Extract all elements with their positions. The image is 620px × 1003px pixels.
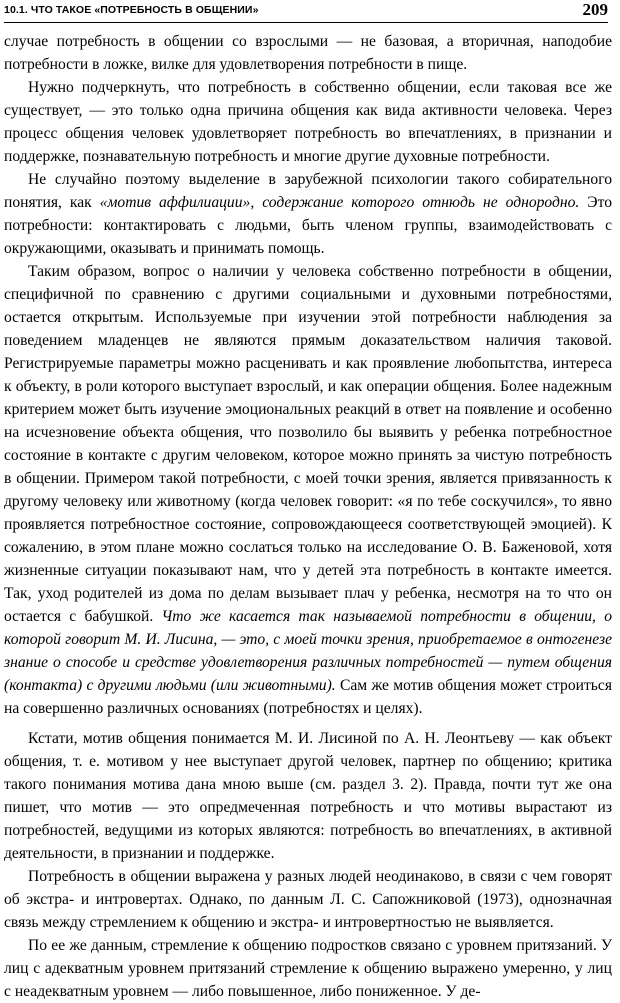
paragraph xyxy=(4,260,612,720)
text-run: Потребность в общении выражена у разных людей неодинаково, в связи с чем говорят об экстра- и интровертах. Однако, по данным Л. С. Сапожниковой (1973), однозначная связь между стремлением к общению и экстра- и интровертностью не выявляется. xyxy=(4,868,612,931)
page-header xyxy=(4,0,608,23)
text-run: Таким образом, вопрос о наличии у человека собственно потребности в общении, специфичной по сравнению с другими социальными и духовными потребностями, остается открытым. Используемые при изучении этой потребности наблюдения за поведением младенцев не являются прямым доказательством наличия таковой. Регистрируемые параметры можно расценивать и как проявление любопытства, интереса к объекту, в роли которого выступает взрослый, и как операции общения. Более надежным критерием может быть изучение эмоциональных реакций в ответ на появление и особенно на исчезновение объекта общения, что позволило бы выявить у ребенка потребностное состояние в контакте с другим человеком, которое можно принять за чистую потребность в общении. Примером такой потребности, с моей точки зрения, является привязанность к другому человеку или животному (когда человек говорит: «я по тебе соскучился», то явно проявляется потребностное состояние, сопровождающееся соответствующей эмоцией). К сожалению, в этом плане можно сослаться только на исследование О. В. Баженовой, хотя жизненные ситуации показывают нам, что у детей эта потребность в контакте имеется. Так, уход родителей из дома по делам вызывает плач у ребенка, несмотря на то что он остается с бабушкой. xyxy=(4,263,612,625)
running-head: 10.1. ЧТО ТАКОЕ «ПОТРЕБНОСТЬ В ОБЩЕНИИ» xyxy=(4,4,259,16)
text-run: Нужно подчеркнуть, что потребность в собственно общении, если таковая все же существует, — это только одна причина общения как вида активности человека. Через процесс общения человек удовлетворяет потребность во впечатлениях, в признании и поддержке, познавательную потребность и многие другие духовные потребности. xyxy=(4,79,612,165)
text-run: Сам же мотив общения может строиться на совершенно различных основаниях (потребностях и целях). xyxy=(4,677,612,717)
body-text xyxy=(4,30,612,1003)
paragraph xyxy=(4,76,612,168)
text-run: По ее же данным, стремление к общению подростков связано с уровнем притязаний. У лиц с адекватным уровнем притязаний стремление к общению выражено умеренно, у лиц с неадекватным уровнем — либо повышенное, либо пониженное. У де- xyxy=(4,937,612,1000)
italic-text-run: «мотив аффилиации», содержание которого отнюдь не однородно. xyxy=(99,194,580,211)
italic-text-run: Что же касается так называемой потребности в общении, о которой говорит М. И. Лисина, — это, с моей точки зрения, приобретаемое в онтогенезе знание о способе и средстве удовлетворения различных потребностей — путем общения (контакта) с другими людьми (или животными). xyxy=(4,608,612,694)
text-run: случае потребность в общении со взрослыми — не базовая, а вторичная, наподобие потребности в ложке, вилке для удовлетворения потребности в пище. xyxy=(4,33,612,73)
text-run: Это потребности: контактировать с людьми, быть членом группы, взаимодействовать с окружающими, оказывать и принимать помощь. xyxy=(4,194,612,257)
text-run: Не случайно поэтому выделение в зарубежной психологии такого собирательного понятия, как xyxy=(4,171,612,211)
paragraph xyxy=(4,30,612,76)
paragraph xyxy=(4,934,612,1003)
paragraph xyxy=(4,727,612,865)
paragraph xyxy=(4,168,612,260)
page-number: 209 xyxy=(582,0,608,19)
paragraph xyxy=(4,865,612,934)
text-run: Кстати, мотив общения понимается М. И. Лисиной по А. Н. Леонтьеву — как объект общения, т. е. мотивом у нее выступает другой человек, партнер по общению; критика такого понимания мотива дана мною выше (см. раздел 3. 2). Правда, почти тут же она пишет, что мотив — это опредмеченная потребность и что мотивы вырастают из потребностей, ведущими из которых являются: потребность во впечатлениях, в активной деятельности, в признании и поддержке. xyxy=(4,730,612,862)
